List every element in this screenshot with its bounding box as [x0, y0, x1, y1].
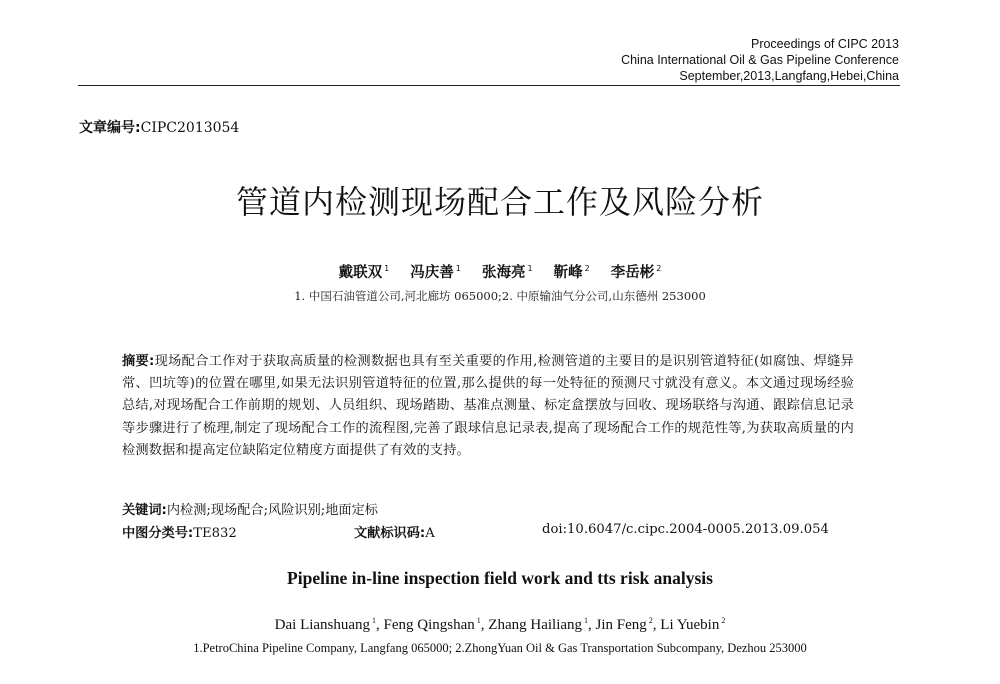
- abstract-label: 摘要:: [122, 354, 155, 369]
- doi: doi:10.6047/c.cipc.2004-0005.2013.09.054: [542, 522, 829, 537]
- clc-number: 中图分类号:TE832: [122, 526, 237, 541]
- paper-title-en: Pipeline in-line inspection field work and tts risk analysis: [287, 568, 713, 588]
- abstract-text: 现场配合工作对于获取高质量的检测数据也具有至关重要的作用,检测管道的主要目的是识别管道特征(如腐蚀、焊缝异常、凹坑等)的位置在哪里,如果无法识别管道特征的位置,那么提供的每一处特征的预测尺寸就没有意义。本文通过现场经验总结,对现场配合工作前期的规划、人员组织、现场踏勘、基准点测量、标定盒摆放与回收、现场联络与沟通、跟踪信息记录等步骤进行了梳理,制定了现场配合工作的流程图,完善了跟球信息记录表,提高了现场配合工作的规范性等,为获取高质量的内检测数据和提高定位缺陷定位精度方面提供了有效的支持。: [122, 354, 854, 458]
- author-zh: 戴联双 $^1$: [338, 264, 390, 281]
- author-zh: 张海亮 $^1$: [481, 264, 533, 281]
- keywords-label: 关键词:: [122, 503, 167, 518]
- author-en: Jin Feng $^2$: [595, 616, 653, 633]
- header-conference: China International Oil & Gas Pipeline Conference: [621, 53, 899, 67]
- keywords-zh: [122, 499, 854, 518]
- header-date-location: September,2013,Langfang,Hebei,China: [679, 69, 899, 83]
- author-zh: 李岳彬 $^2$: [610, 264, 662, 281]
- author-en: Dai Lianshuang $^1$: [274, 616, 377, 633]
- affiliations-en: 1.PetroChina Pipeline Company, Langfang 065000; 2.ZhongYuan Oil & Gas Transportation Subcompany, Dezhou 253000: [193, 641, 807, 655]
- author-zh: 靳峰 $^2$: [553, 264, 590, 281]
- affiliations-zh: 1. 中国石油管道公司,河北廊坊 065000;2. 中原输油气分公司,山东德州 253000: [294, 289, 706, 303]
- paper-title-zh: 管道内检测现场配合工作及风险分析: [235, 183, 764, 221]
- header-rule: [78, 85, 900, 86]
- abstract-zh: [122, 351, 854, 462]
- author-en: Feng Qingshan $^1$: [383, 616, 481, 633]
- author-en: Zhang Hailiang $^1$: [488, 616, 589, 633]
- authors-zh: [0, 261, 1000, 282]
- author-en: Li Yuebin $^2$: [660, 616, 726, 633]
- article-number-value: CIPC2013054: [140, 120, 240, 136]
- author-zh: 冯庆善 $^1$: [410, 264, 461, 281]
- header-proceedings: Proceedings of CIPC 2013: [750, 37, 899, 51]
- keywords-text: 内检测;现场配合;风险识别;地面定标: [166, 503, 378, 518]
- authors-en: Dai Lianshuang $^1$, Feng Qingshan $^1$, Zhang Hailiang $^1$, Jin Feng $^2$, Li Yuebin $^2$: [274, 616, 726, 633]
- article-number-label: 文章编号:: [79, 120, 141, 136]
- document-code: 文献标识码:A: [354, 526, 435, 541]
- conference-header: [621, 36, 899, 84]
- article-number: [79, 117, 239, 137]
